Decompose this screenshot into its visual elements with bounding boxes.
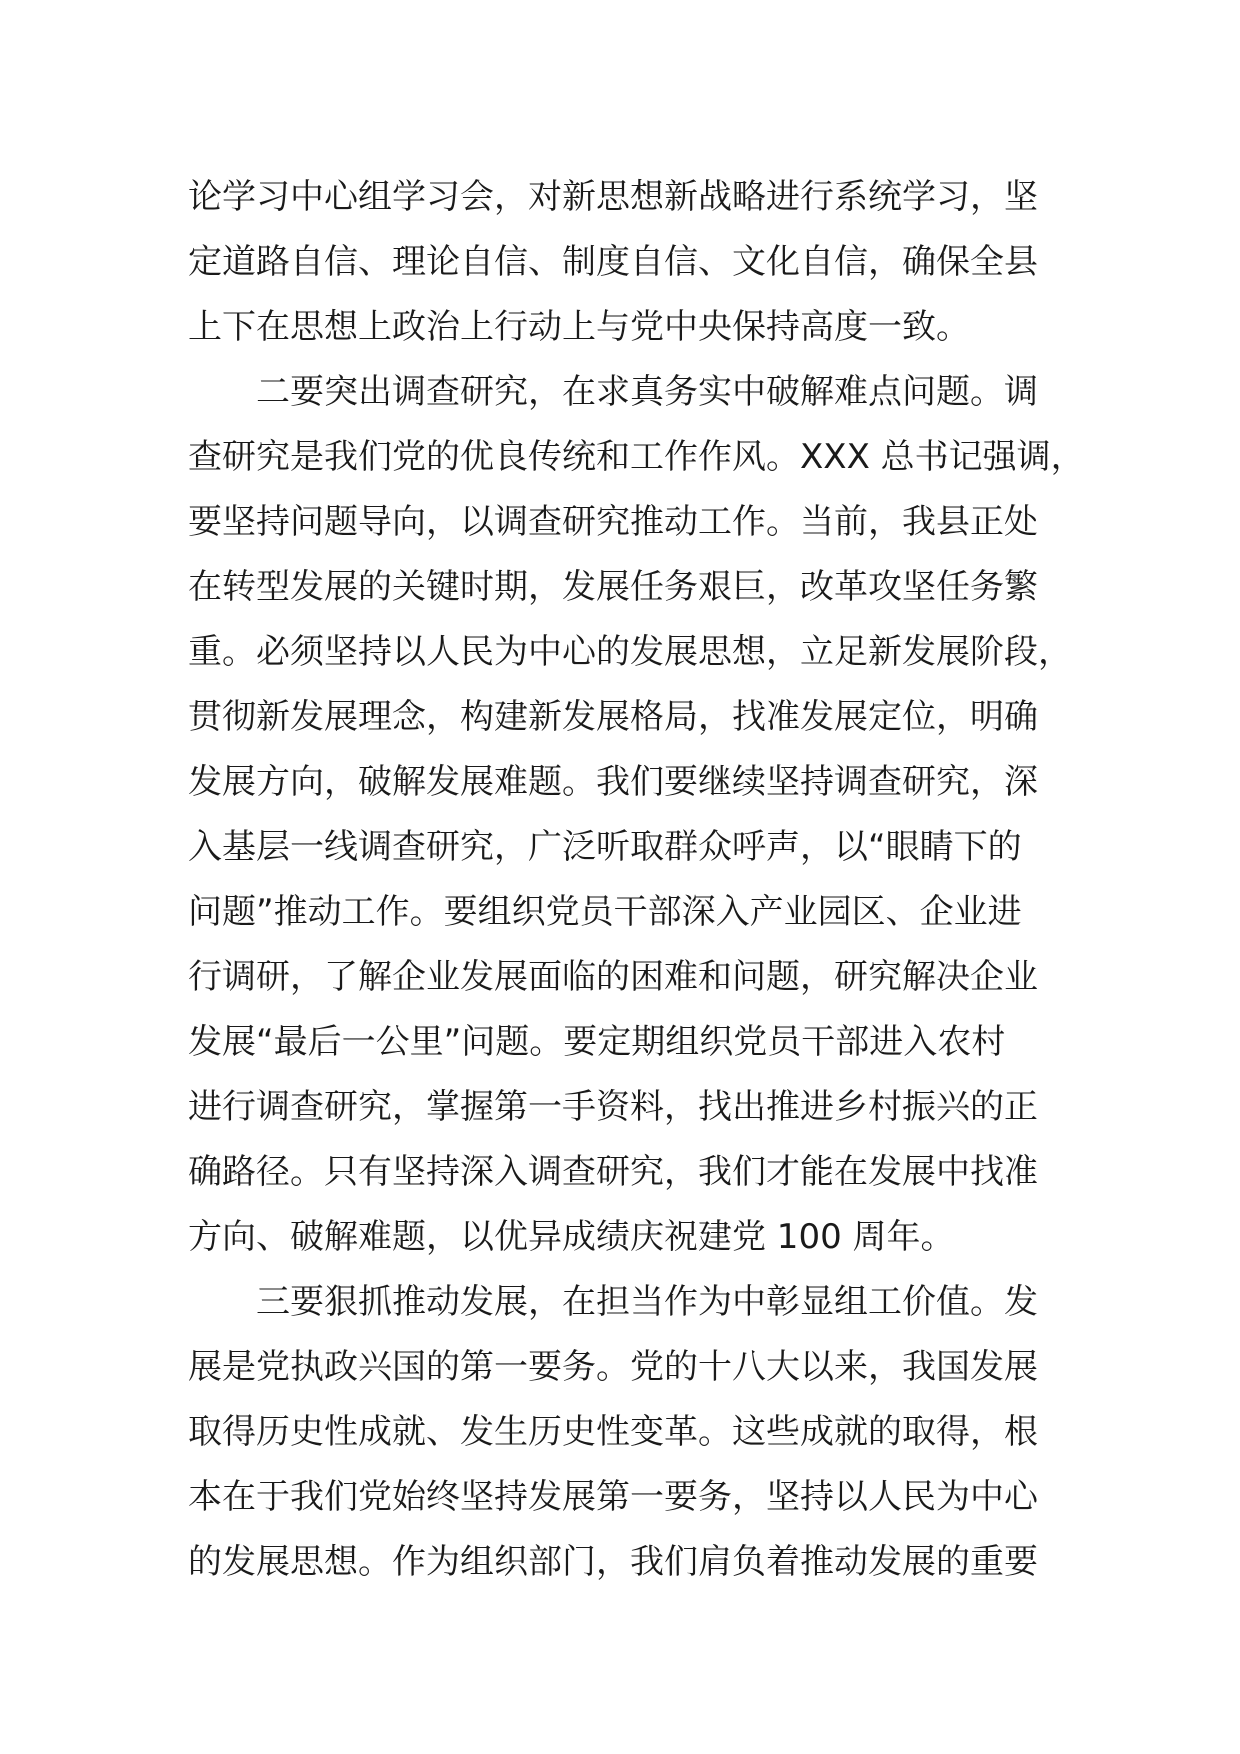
paragraph-first-line: 二要突出调查研究，在求真务实中破解难点问题。调 bbox=[256, 372, 1038, 412]
text-line: 定道路自信、理论自信、制度自信、文化自信，确保全县 bbox=[188, 242, 1038, 282]
text-line: 查研究是我们党的优良传统和工作作风。XXX 总书记强调， bbox=[188, 437, 1085, 477]
text-line: 要坚持问题导向，以调查研究推动工作。当前，我县正处 bbox=[188, 502, 1038, 542]
text-line: 上下在思想上政治上行动上与党中央保持高度一致。 bbox=[188, 307, 970, 347]
text-line: 进行调查研究，掌握第一手资料，找出推进乡村振兴的正 bbox=[188, 1087, 1038, 1127]
text-line: 确路径。只有坚持深入调查研究，我们才能在发展中找准 bbox=[188, 1152, 1038, 1192]
text-line: 的发展思想。作为组织部门，我们肩负着推动发展的重要 bbox=[188, 1542, 1038, 1582]
text-line: 取得历史性成就、发生历史性变革。这些成就的取得，根 bbox=[188, 1412, 1038, 1452]
text-line: 在转型发展的关键时期，发展任务艰巨，改革攻坚任务繁 bbox=[188, 567, 1038, 607]
paragraph-first-line: 三要狠抓推动发展，在担当作为中彰显组工价值。发 bbox=[256, 1282, 1038, 1322]
text-line: 发展方向，破解发展难题。我们要继续坚持调查研究，深 bbox=[188, 762, 1038, 802]
body-text bbox=[188, 165, 1085, 1595]
text-line: 论学习中心组学习会，对新思想新战略进行系统学习，坚 bbox=[188, 177, 1038, 217]
text-line: 入基层一线调查研究，广泛听取群众呼声，以“眼睛下的 bbox=[188, 827, 1022, 867]
text-line: 发展“最后一公里”问题。要定期组织党员干部进入农村 bbox=[188, 1022, 1006, 1062]
text-line: 问题”推动工作。要组织党员干部深入产业园区、企业进 bbox=[188, 892, 1022, 932]
text-line: 展是党执政兴国的第一要务。党的十八大以来，我国发展 bbox=[188, 1347, 1038, 1387]
text-line: 行调研，了解企业发展面临的困难和问题，研究解决企业 bbox=[188, 957, 1038, 997]
text-line: 本在于我们党始终坚持发展第一要务，坚持以人民为中心 bbox=[188, 1477, 1038, 1517]
text-line: 贯彻新发展理念，构建新发展格局，找准发展定位，明确 bbox=[188, 697, 1038, 737]
text-line: 方向、破解难题，以优异成绩庆祝建党 100 周年。 bbox=[188, 1217, 955, 1257]
text-line: 重。必须坚持以人民为中心的发展思想，立足新发展阶段， bbox=[188, 632, 1072, 672]
